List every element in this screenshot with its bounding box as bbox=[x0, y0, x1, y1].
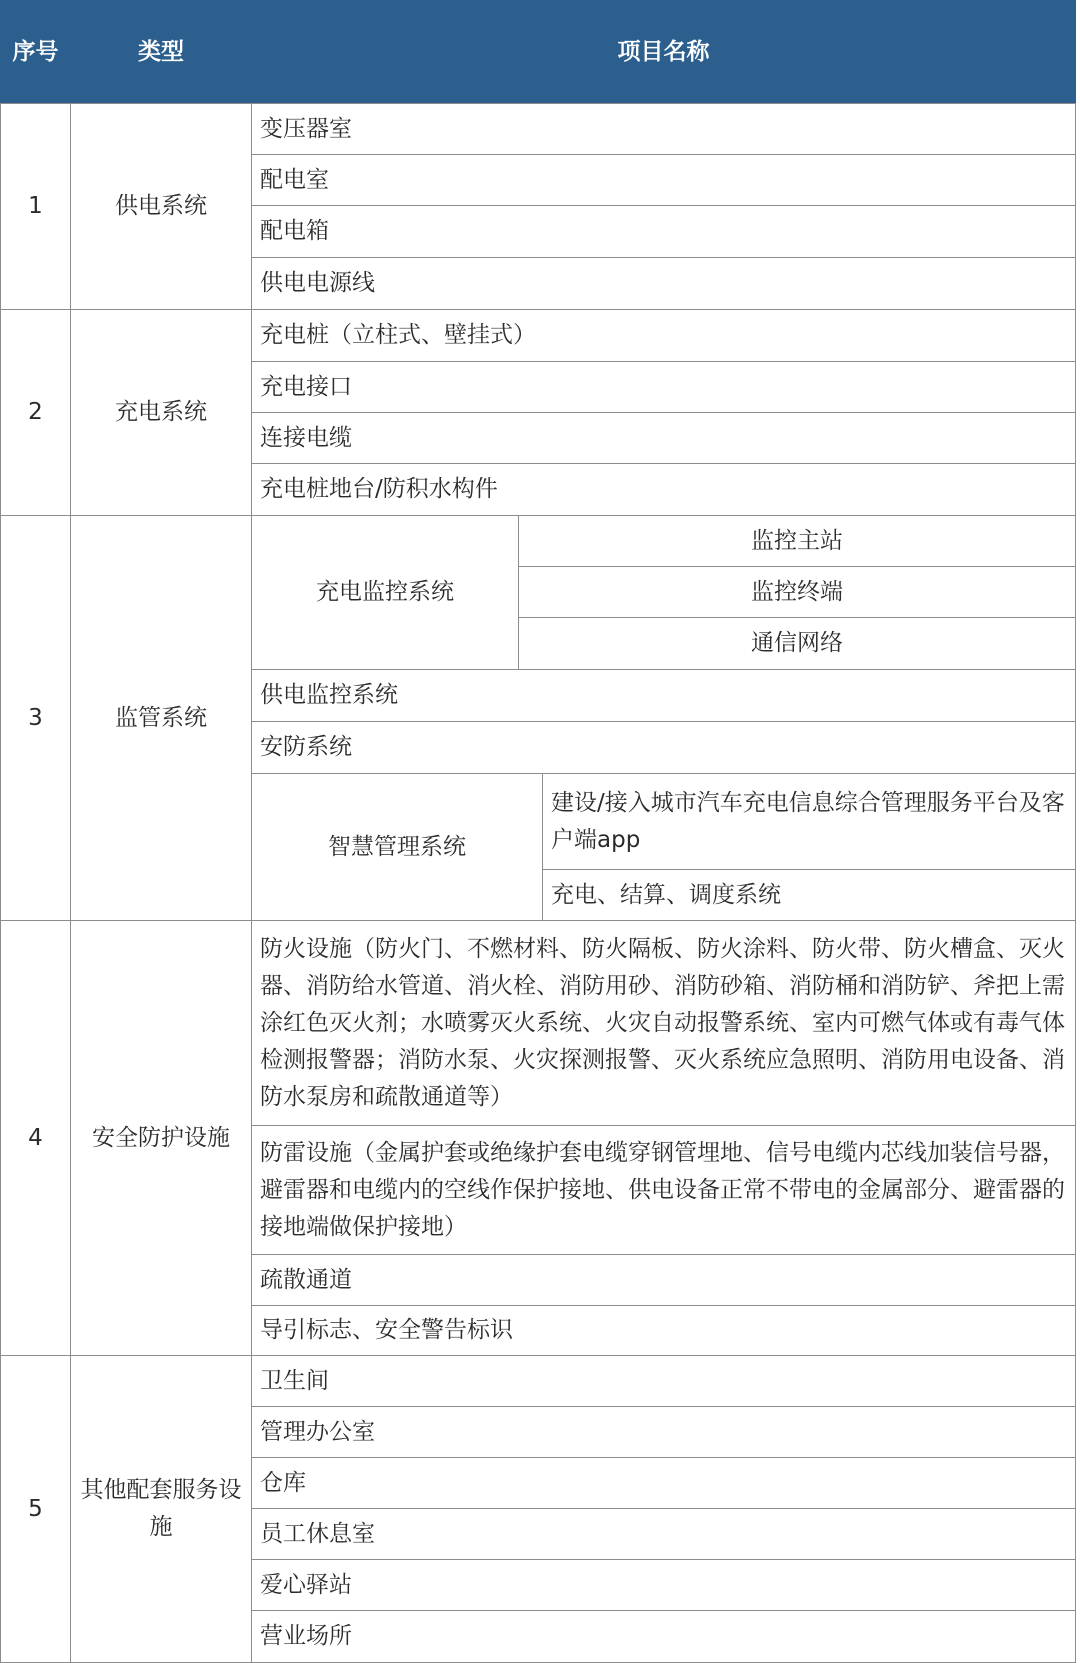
item-cell: 防雷设施（金属护套或绝缘护套电缆穿钢管埋地、信号电缆内芯线加装信号器，避雷器和电缆内的空线作保护接地、供电设备正常不带电的金属部分、避雷器的接地端做保护接地） bbox=[251, 1125, 1076, 1255]
item-cell: 爱心驿站 bbox=[251, 1559, 1076, 1611]
sub-item-cell: 监控主站 bbox=[518, 515, 1076, 567]
sub-item-cell: 通信网络 bbox=[518, 617, 1076, 670]
item-cell: 导引标志、安全警告标识 bbox=[251, 1305, 1076, 1356]
item-cell: 安防系统 bbox=[251, 721, 1076, 774]
header-type: 类型 bbox=[70, 0, 252, 104]
header-no: 序号 bbox=[0, 0, 71, 104]
group-no: 3 bbox=[0, 515, 71, 921]
group-type: 供电系统 bbox=[70, 103, 252, 310]
item-cell: 员工休息室 bbox=[251, 1508, 1076, 1560]
item-cell: 卫生间 bbox=[251, 1355, 1076, 1407]
item-cell: 连接电缆 bbox=[251, 412, 1076, 464]
group-no: 1 bbox=[0, 103, 71, 310]
item-cell: 供电电源线 bbox=[251, 257, 1076, 310]
sub-item-cell: 建设/接入城市汽车充电信息综合管理服务平台及客户端app bbox=[542, 773, 1076, 870]
group-no: 4 bbox=[0, 920, 71, 1356]
group-type: 安全防护设施 bbox=[70, 920, 252, 1356]
header-item: 项目名称 bbox=[251, 0, 1076, 104]
sub-item-cell: 充电、结算、调度系统 bbox=[542, 869, 1076, 921]
item-cell: 变压器室 bbox=[251, 103, 1076, 155]
smart-mgmt-label: 智慧管理系统 bbox=[251, 773, 543, 921]
group-type: 其他配套服务设施 bbox=[70, 1355, 252, 1663]
item-cell: 配电室 bbox=[251, 154, 1076, 206]
group-type: 充电系统 bbox=[70, 309, 252, 516]
item-cell: 充电接口 bbox=[251, 361, 1076, 413]
item-cell: 防火设施（防火门、不燃材料、防火隔板、防火涂料、防火带、防火槽盒、灭火器、消防给水管道、消火栓、消防用砂、消防砂箱、消防桶和消防铲、斧把上需涂红色灭火剂；水喷雾灭火系统、火灾自动报警系统、室内可燃气体或有毒气体检测报警器；消防水泵、火灾探测报警、灭火系统应急照明、消防用电设备、消防水泵房和疏散通道等） bbox=[251, 920, 1076, 1126]
group-no: 5 bbox=[0, 1355, 71, 1663]
charging-monitor-label: 充电监控系统 bbox=[251, 515, 519, 670]
group-type: 监管系统 bbox=[70, 515, 252, 921]
item-cell: 管理办公室 bbox=[251, 1406, 1076, 1458]
item-cell: 充电桩地台/防积水构件 bbox=[251, 463, 1076, 516]
item-cell: 供电监控系统 bbox=[251, 669, 1076, 722]
item-cell: 疏散通道 bbox=[251, 1254, 1076, 1306]
item-cell: 配电箱 bbox=[251, 205, 1076, 258]
item-cell: 营业场所 bbox=[251, 1610, 1076, 1663]
item-cell: 充电桩（立柱式、壁挂式） bbox=[251, 309, 1076, 362]
group-no: 2 bbox=[0, 309, 71, 516]
item-cell: 仓库 bbox=[251, 1457, 1076, 1509]
sub-item-cell: 监控终端 bbox=[518, 566, 1076, 618]
